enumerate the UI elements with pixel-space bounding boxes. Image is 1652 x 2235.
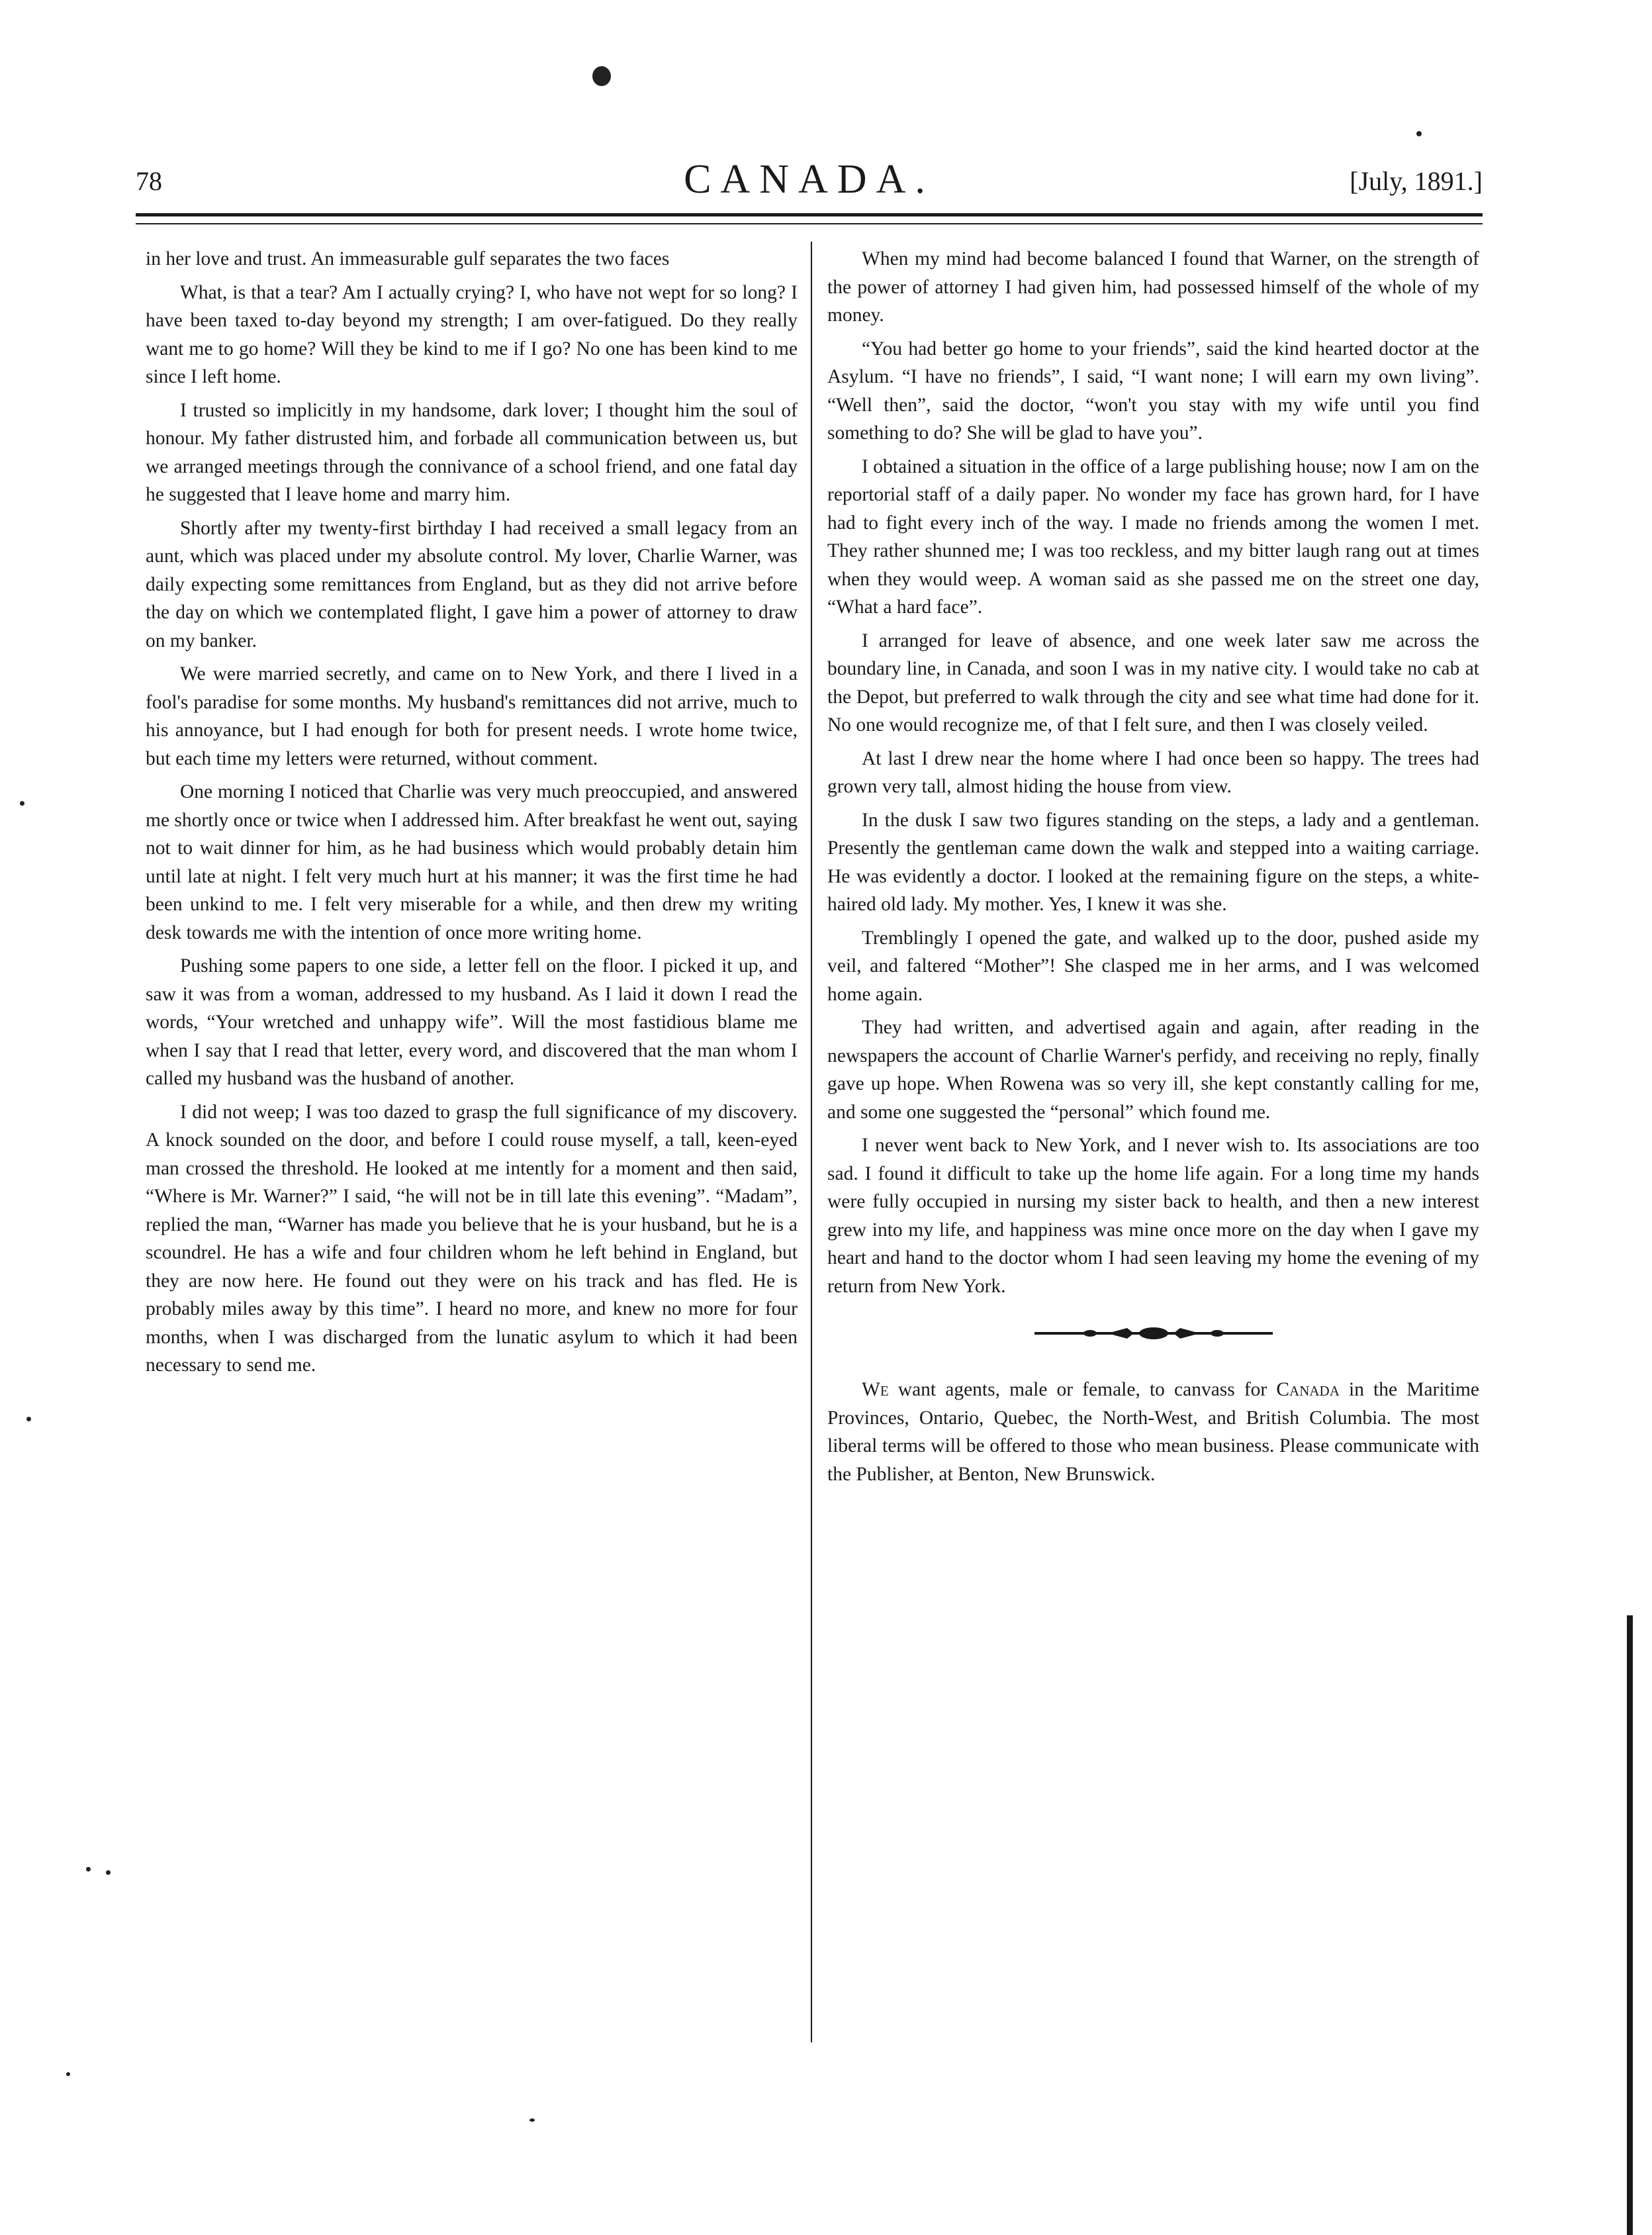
- notice-magazine: Canada: [1276, 1379, 1340, 1400]
- divider-ornament-icon: [827, 1325, 1479, 1341]
- masthead-title: CANADA.: [684, 157, 935, 202]
- left-paragraph-7: Pushing some papers to one side, a letter fell on the floor. I picked it up, and saw it was from a woman, addressed to my husband. As I laid it down I read the words, “Your wretched and unhappy wife”. Will the most fastidious blame me when I say that I read that letter, every word, and discovered that the man whom I called my husband was the husband of another.: [146, 955, 798, 1089]
- speck: [1416, 131, 1422, 136]
- page-number: 78: [136, 166, 162, 196]
- right-paragraph-1: When my mind had become balanced I found that Warner, on the strength of the power of attorney I had given him, had possessed himself of the whole of my money.: [827, 248, 1479, 326]
- notice-lead: We: [862, 1379, 889, 1400]
- speck: [20, 801, 24, 806]
- right-paragraph-8: They had written, and advertised again and again, after reading in the newspapers the account of Charlie Warner's perfidy, and receiving no reply, finally gave up hope. When Rowena was so very ill, she kept constantly calling for me, and some one suggested the “personal” which found me.: [827, 1017, 1479, 1123]
- left-paragraph-6: One morning I noticed that Charlie was very much preoccupied, and answered me shortly once or twice when I addressed him. After breakfast he went out, saying not to wait dinner for him, as he had business which would probably detain him until late at night. I felt very much hurt at his manner; it was the first time he had been unkind to me. I felt very miserable for a while, and then drew my writing desk towards me with the intention of once more writing home.: [146, 781, 798, 943]
- left-paragraph-1: in her love and trust. An immeasurable gulf separates the two faces: [146, 248, 670, 269]
- left-column: [146, 245, 798, 1385]
- right-paragraph-2: “You had better go home to your friends”, said the kind hearted doctor at the Asylum. “I have no friends”, I said, “I want none; I will earn my own living”. “Well then”, said the doctor, “won't you stay with my wife until you find something to do? She will be glad to have you”.: [827, 338, 1479, 444]
- speck: [66, 2072, 70, 2076]
- right-paragraph-5: At last I drew near the home where I had once been so happy. The trees had grown very tall, almost hiding the house from view.: [827, 747, 1479, 797]
- right-column: [827, 245, 1479, 1494]
- left-paragraph-5: We were married secretly, and came on to New York, and there I lived in a fool's paradise for some months. My husband's remittances did not arrive, much to his annoyance, but I had enough for both for present needs. I wrote home twice, but each time my letters were returned, without comment.: [146, 663, 798, 769]
- left-paragraph-2: What, is that a tear? Am I actually crying? I, who have not wept for so long? I have been taxed to-day beyond my strength; I am over-fatigued. Do they really want me to go home? Will they be kind to me if I go? No one has been kind to me since I left home.: [146, 281, 798, 387]
- notice-body-2: in the Maritime Provinces, Ontario, Quebec, the North-West, and British Columbia. The most liberal terms will be offered to those who mean business. Please communicate with the Publisher, at Benton, New Brunswick.: [827, 1379, 1479, 1485]
- header-rule-thick: [136, 213, 1483, 216]
- left-paragraph-8: I did not weep; I was too dazed to grasp the full significance of my discovery. A knock sounded on the door, and before I could rouse myself, a tall, keen-eyed man crossed the threshold. He looked at me intently for a moment and then said, “Where is Mr. Warner?” I said, “he will not be in till late this evening”. “Madam”, replied the man, “Warner has made you believe that he is your husband, but he is a scoundrel. He has a wife and four children whom he left behind in England, but they are now here. He found out they were on his track and has fled. He is probably miles away by this time”. I heard no more, and knew no more for four months, when I was discharged from the lunatic asylum to which it had been necessary to send me.: [146, 1101, 798, 1376]
- page-header: [136, 157, 1483, 218]
- header-rule-thin: [136, 223, 1483, 224]
- speck: [26, 1417, 31, 1421]
- right-paragraph-6: In the dusk I saw two figures standing on the steps, a lady and a gentleman. Presently the gentleman came down the walk and stepped into a waiting carriage. He was evidently a doctor. I looked at the remaining figure on the steps, a white-haired old lady. My mother. Yes, I knew it was she.: [827, 809, 1479, 915]
- right-paragraph-3: I obtained a situation in the office of a large publishing house; now I am on the reportorial staff of a daily paper. No wonder my face has grown hard, for I have had to fight every inch of the way. I made no friends among the women I met. They rather shunned me; I was too reckless, and my bitter laugh rang out at times when they would weep. A woman said as she passed me on the street one day, “What a hard face”.: [827, 455, 1479, 618]
- right-paragraph-4: I arranged for leave of absence, and one week later saw me across the boundary line, in Canada, and soon I was in my native city. I would take no cab at the Depot, but preferred to walk through the city and see what time had done for it. No one would recognize me, of that I felt sure, and then I was closely veiled.: [827, 630, 1479, 736]
- speck: [529, 2118, 535, 2122]
- left-paragraph-4: Shortly after my twenty-first birthday I had received a small legacy from an aunt, which was placed under my absolute control. My lover, Charlie Warner, was daily expecting some remittances from England, but as they did not arrive before the day on which we contemplated flight, I gave him a power of attorney to draw on my banker.: [146, 517, 798, 651]
- issue-date: [July, 1891.]: [1350, 166, 1483, 196]
- speck: [86, 1867, 91, 1872]
- page-edge-shadow: [1627, 1615, 1633, 2235]
- left-paragraph-3: I trusted so implicitly in my handsome, dark lover; I thought him the soul of honour. My father distrusted him, and forbade all communication between us, but we arranged meetings through the connivance of a school friend, and one fatal day he suggested that I leave home and marry him.: [146, 399, 798, 505]
- speck: [106, 1870, 111, 1875]
- column-divider: [811, 242, 812, 2042]
- agents-notice: [827, 1376, 1479, 1488]
- right-paragraph-7: Tremblingly I opened the gate, and walked up to the door, pushed aside my veil, and faltered “Mother”! She clasped me in her arms, and I was welcomed home again.: [827, 927, 1479, 1005]
- right-paragraph-9: I never went back to New York, and I never wish to. Its associations are too sad. I found it difficult to take up the home life again. For a long time my hands were fully occupied in nursing my sister back to health, and then a new interest grew into my life, and happiness was mine once more on the day when I gave my heart and hand to the doctor whom I had seen leaving my home the evening of my return from New York.: [827, 1135, 1479, 1297]
- ink-blot: [592, 66, 611, 86]
- notice-body-1: want agents, male or female, to canvass for: [888, 1379, 1277, 1400]
